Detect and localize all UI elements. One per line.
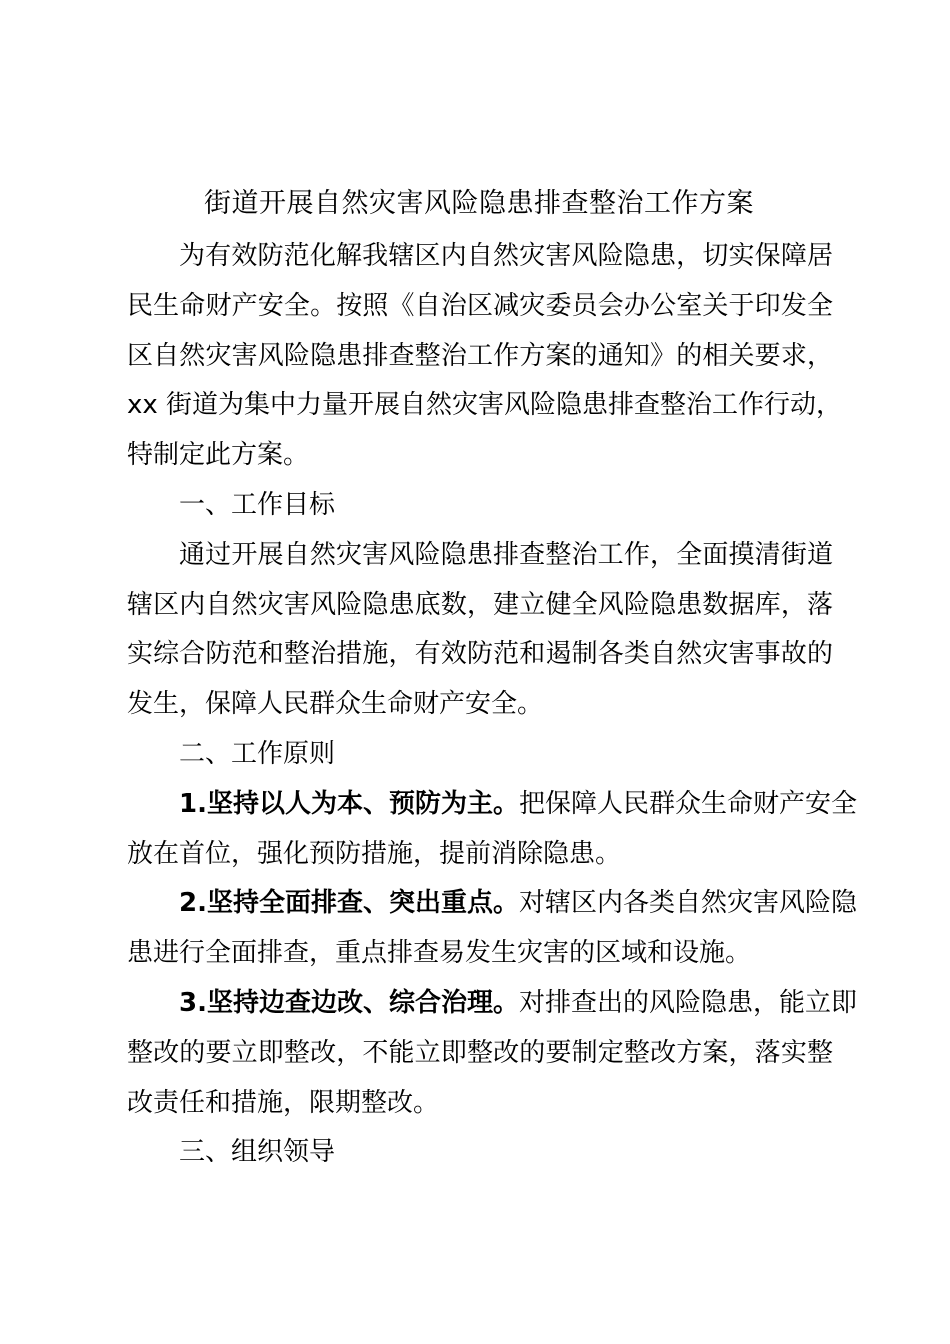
principle-3-text: 对排查出的风险隐患，能立即 <box>518 987 857 1018</box>
principle-3-line: 整改的要立即整改，不能立即整改的要制定整改方案，落实整 <box>127 1037 833 1068</box>
section-heading-principles: 二、工作原则 <box>179 738 336 769</box>
intro-line: 特制定此方案。 <box>127 440 310 471</box>
principle-2-first-line <box>127 879 857 929</box>
section-heading-organization: 三、组织领导 <box>179 1137 336 1168</box>
section1-line: 发生，保障人民群众生命财产安全。 <box>127 689 544 720</box>
document-body <box>127 232 857 1178</box>
principle-3-line: 改责任和措施，限期整改。 <box>127 1087 440 1118</box>
principle-2-line: 患进行全面排查，重点排查易发生灾害的区域和设施。 <box>127 938 752 969</box>
principle-1-lead: 1.坚持以人为本、预防为主。 <box>179 788 519 819</box>
principle-1-first-line <box>127 780 857 830</box>
principle-1-line: 放在首位，强化预防措施，提前消除隐患。 <box>127 838 622 869</box>
principle-3-lead: 3.坚持边查边改、综合治理。 <box>179 987 519 1018</box>
section-heading-goals: 一、工作目标 <box>179 489 336 520</box>
principle-1-text: 把保障人民群众生命财产安全 <box>518 788 857 819</box>
principle-2-text: 对辖区内各类自然灾害风险隐 <box>518 888 857 919</box>
section1-line: 辖区内自然灾害风险隐患底数，建立健全风险隐患数据库，落 <box>127 589 833 620</box>
section1-line: 实综合防范和整治措施，有效防范和遏制各类自然灾害事故的 <box>127 639 833 670</box>
intro-line: 区自然灾害风险隐患排查整治工作方案的通知》的相关要求， <box>127 340 833 371</box>
intro-line: 民生命财产安全。按照《自治区减灾委员会办公室关于印发全 <box>127 290 833 321</box>
principle-2-lead: 2.坚持全面排查、突出重点。 <box>179 888 519 919</box>
principle-3-first-line <box>127 979 857 1029</box>
section1-line: 通过开展自然灾害风险隐患排查整治工作，全面摸清街道 <box>179 539 833 570</box>
intro-line: 为有效防范化解我辖区内自然灾害风险隐患，切实保障居 <box>179 241 833 271</box>
document-title: 街道开展自然灾害风险隐患排查整治工作方案 <box>204 188 754 219</box>
intro-line: xx 街道为集中力量开展自然灾害风险隐患排查整治工作行动， <box>127 390 843 421</box>
